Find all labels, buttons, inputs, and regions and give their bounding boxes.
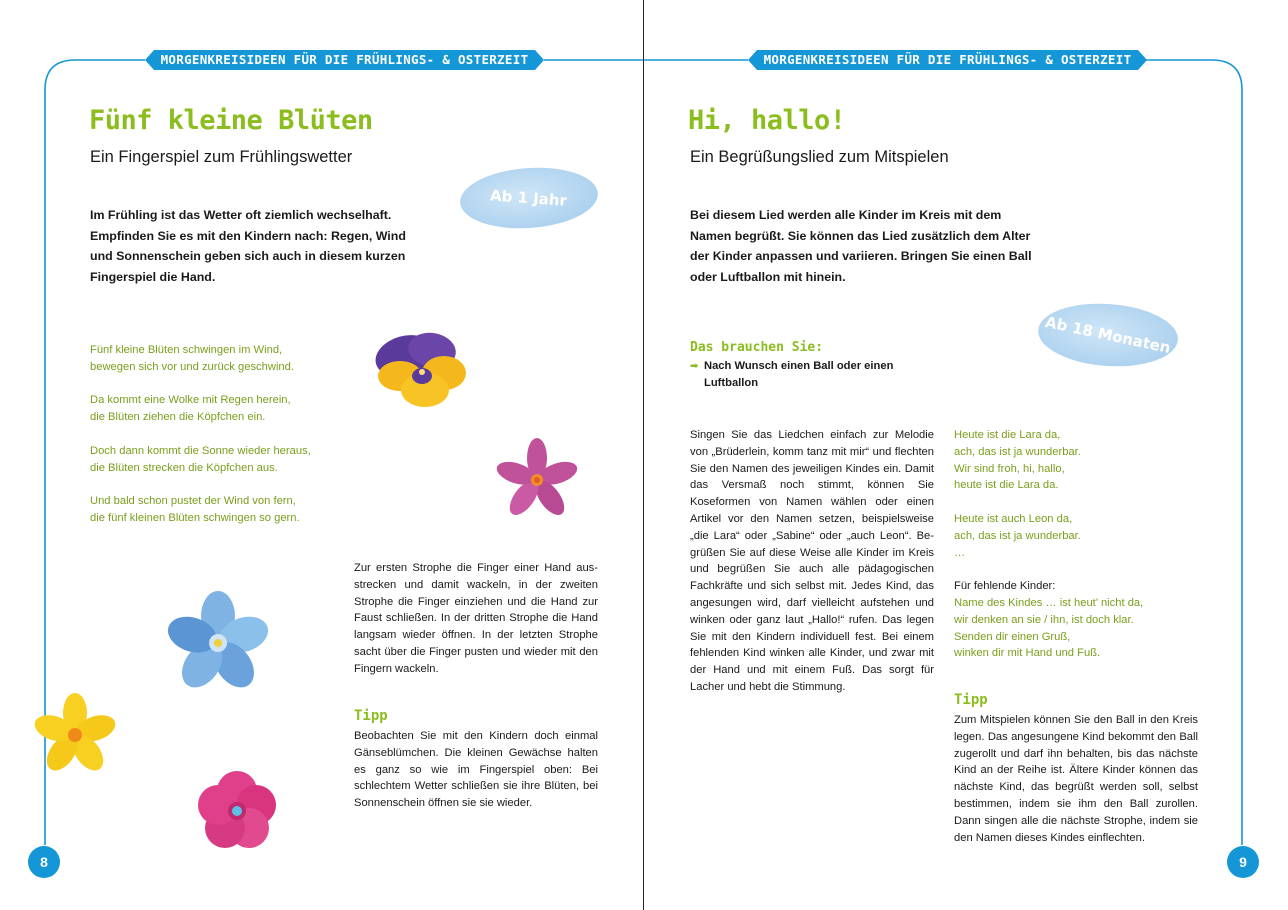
poem-stanza: Und bald schon pustet der Wind von fern, die fünf kleinen Blüten schwingen so gern.: [90, 495, 300, 524]
page-subtitle: Ein Begrüßungslied zum Mitspielen: [690, 148, 949, 166]
yellow-flower-illustration: [30, 690, 120, 780]
poem-stanza: Fünf kleine Blüten schwingen im Wind, bewegen sich vor und zurück geschwind.: [90, 344, 294, 373]
age-badge: Ab 18 Monaten: [1036, 299, 1180, 371]
left-page: [0, 0, 643, 910]
intro-text: Im Frühling ist das Wetter oft ziemlich wechselhaft. Empfinden Sie es mit den Kindern nach: Regen, Wind und Sonnenschein geben sich auch in diesem kurzen Fingerspiel die Hand.: [90, 208, 406, 284]
section-banner: MORGENKREISIDEEN FÜR DIE FRÜHLINGS- & OSTERZEIT: [757, 50, 1138, 70]
poem-stanza: Da kommt eine Wolke mit Regen herein, die Blüten ziehen die Köpfchen ein.: [90, 394, 291, 424]
tip-title: Tipp: [954, 692, 988, 708]
age-badge: Ab 1 Jahr: [458, 163, 600, 232]
page-subtitle: Ein Fingerspiel zum Frühlingswetter: [90, 148, 353, 166]
missing-children-label: Für fehlende Kinder:: [954, 580, 1056, 593]
page-title: Hi, hallo!: [688, 105, 846, 136]
tip-title: Tipp: [354, 708, 388, 724]
magenta-flower-illustration: [190, 770, 284, 852]
poem: [90, 342, 370, 544]
page-number: 8: [28, 846, 60, 878]
section-banner: MORGENKREISIDEEN FÜR DIE FRÜHLINGS- & OSTERZEIT: [154, 50, 535, 70]
tip-text: Beobachten Sie mit den Kindern doch einmal Gänseblümchen. Die kleinen Gewächse halten es ganz so wie im Fingerspiel oben: Bei schlechtem Wetter schließen sie ihre Blüten, bei Sonnenschein öffnen sie sie wieder.: [354, 730, 598, 810]
page-title: Fünf kleine Blüten: [89, 105, 373, 136]
page-number: 9: [1227, 846, 1259, 878]
song-lyrics: Heute ist die Lara da, ach, das ist ja wunderbar. Wir sind froh, hi, hallo, heute ist die Lara da. Heute ist auch Leon da, ach, das ist ja wunderbar. … Für fehlende Kinder: Name des Kindes … ist heut’ nicht da, wir denken an sie / ihn, ist doch klar. Senden dir einen Gruß, winken dir mit Hand und Fuß.: [954, 427, 1214, 662]
body-text: Singen Sie das Liedchen einfach zur Melodie von „Brüderlein, komm tanz mit mir“ und flechten Sie den Namen des jeweiligen Kindes ein. Damit das Versmaß noch stimmt, können Sie Koseformen von Namen wählen oder einen Artikel vor den Namen setzen, beispielsweise „die Lara“ oder „Sabine“ oder „auch Leon“. Begrüßen Sie auf diese Weise alle Kinder im Kreis und begrüßen Sie auch alle pädagogischen Fachkräfte und sich selbst mit. Jedes Kind, das angesungen wird, darf vielleicht aufstehen und winken oder ganz laut „Hallo!“ rufen. Das legen Sie mit den Kindern individuell fest. Bei einem fehlenden Kind winken alle Kinder, und zwar mit der Hand und mit einem Fuß. Das sorgt für Lacher und hebt die Stimmung.: [690, 429, 934, 693]
intro-text: Bei diesem Lied werden alle Kinder im Kreis mit dem Namen begrüßt. Sie können das Lied zusätzlich dem Alter der Kinder anpassen und variieren. Bringen Sie einen Ball oder Luftballon mit hinein.: [690, 208, 1032, 284]
pink-flower-illustration: [492, 436, 582, 524]
materials-title: Das brauchen Sie:: [690, 340, 824, 355]
instructions-text: Zur ersten Strophe die Finger einer Hand ausstrecken und damit wackeln, in der zweiten Strophe die Finger einziehen und die Hand zur Faust schließen. In der dritten Strophe die Hand langsam wieder öffnen. In der letzten Strophe sacht über die Finger pusten und wieder mit den Fingern wackeln.: [354, 562, 598, 675]
poem-stanza: Doch dann kommt die Sonne wieder heraus, die Blüten strecken die Köpfchen aus.: [90, 444, 311, 474]
right-page: [644, 0, 1288, 910]
pansy-flower-illustration: [370, 328, 475, 410]
materials-list-item: ➡ Nach Wunsch einen Ball oder einen Luftballon: [690, 360, 894, 389]
tip-text: Zum Mitspielen können Sie den Ball in den Kreis legen. Das angesungene Kind bekommt den Ball zugerollt und darf ihn behalten, bis das nächste Kind an der Reihe ist. Ältere Kinder können das nächste Kind, das begrüßt werden soll, selbst bestimmen, indem sie ihm den Ball zurollen. Dann singen alle die nächste Strophe, indem sie den Namen dieses Kindes einflechten.: [954, 714, 1198, 844]
arrow-bullet-icon: ➡: [690, 361, 699, 372]
blue-flower-illustration: [162, 590, 274, 696]
